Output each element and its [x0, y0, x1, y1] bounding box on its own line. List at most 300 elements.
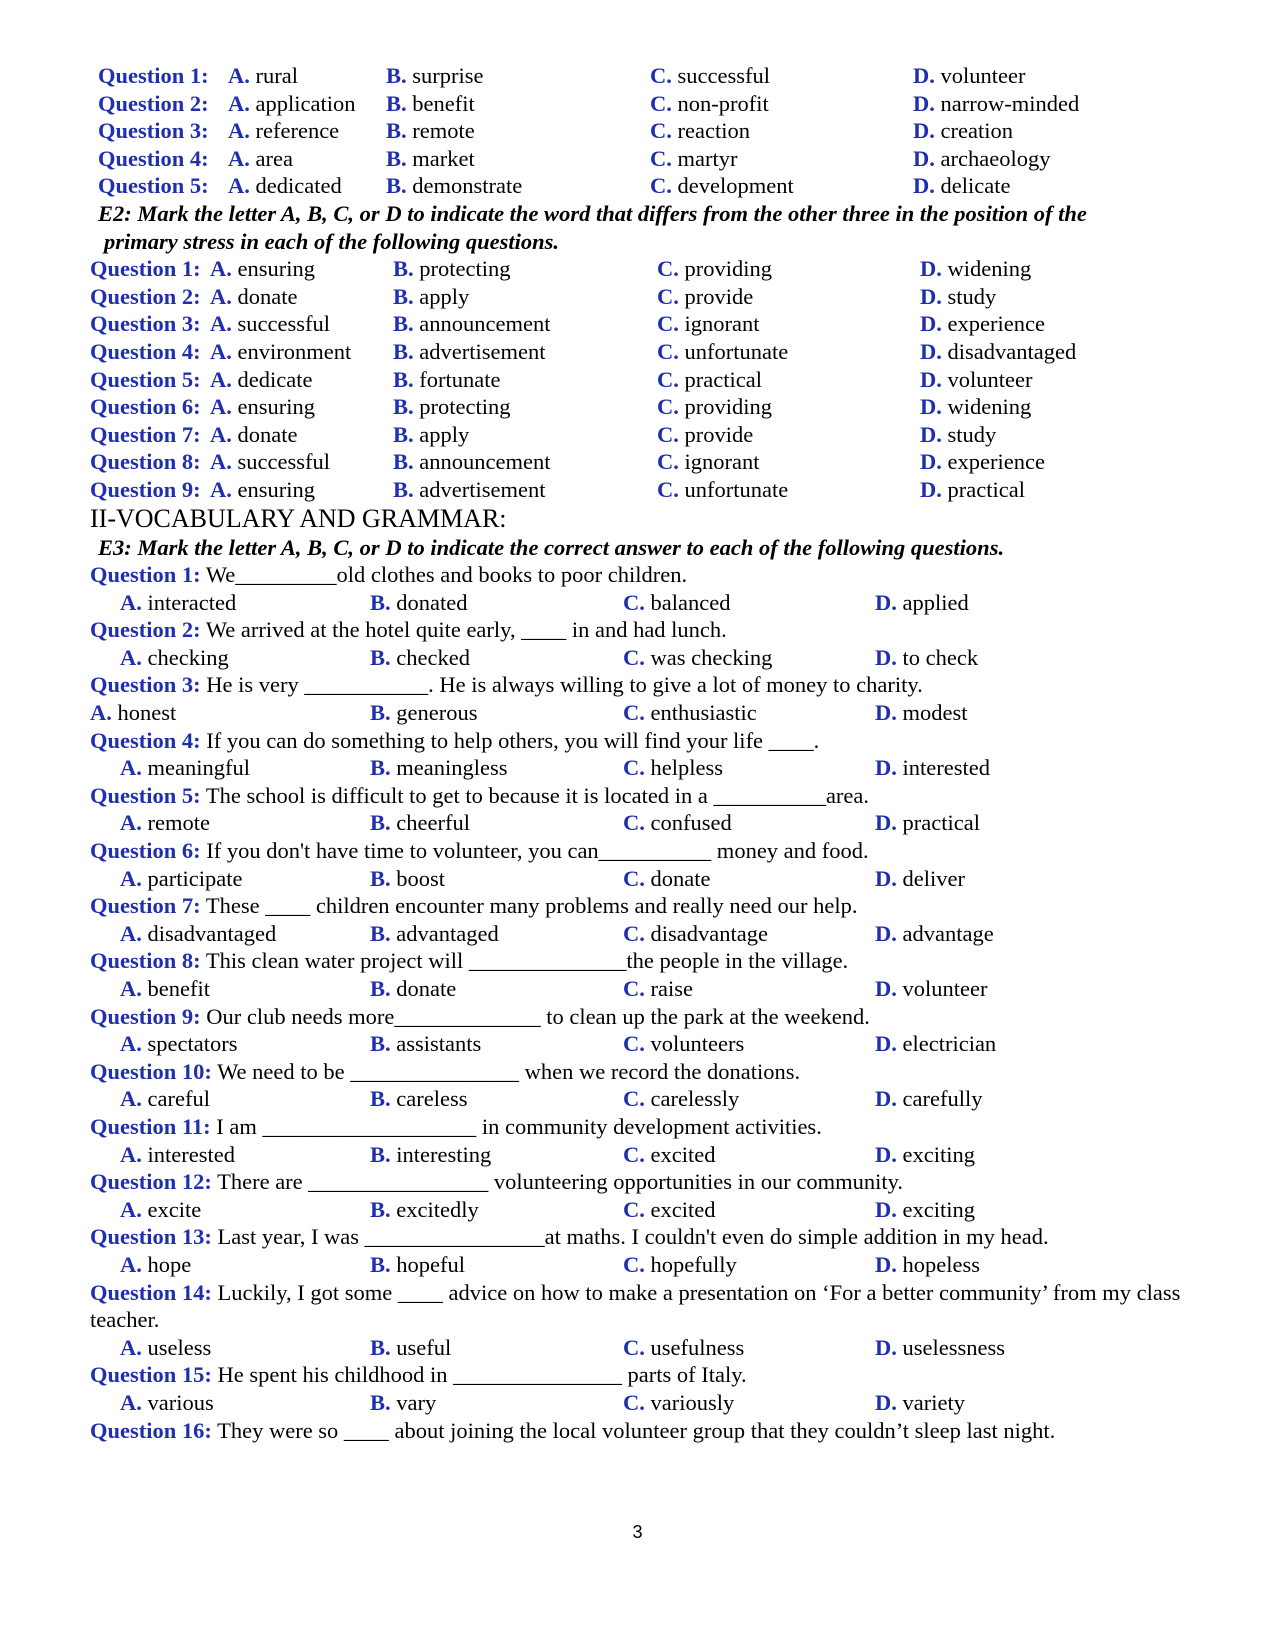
- option-a-text: ensuring: [237, 256, 315, 282]
- option-c-letter: C.: [623, 1196, 645, 1222]
- option-d-letter: D.: [875, 700, 897, 726]
- question-text: They were so ____ about joining the local volunteer group that they couldn’t sleep last night.: [211, 1417, 1056, 1443]
- option-b-letter: B.: [393, 449, 414, 475]
- option-a-text: environment: [237, 338, 352, 364]
- question-text: The school is difficult to get to because it is located in a __________area.: [200, 782, 870, 808]
- question-text: If you can do something to help others, you will find your life ____.: [200, 727, 820, 753]
- option-c-letter: C.: [657, 366, 679, 392]
- option-a-text: participate: [147, 865, 243, 891]
- option-a-letter: A.: [90, 700, 112, 726]
- option-b-letter: B.: [393, 283, 414, 309]
- e3-options-1: [90, 589, 1230, 617]
- e3-options-9: [90, 1030, 1230, 1058]
- option-d-text: exciting: [902, 1141, 975, 1167]
- option-c-letter: C.: [623, 644, 645, 670]
- option-b-letter: B.: [370, 755, 391, 781]
- option-c-text: donate: [650, 865, 711, 891]
- option-c-letter: C.: [623, 700, 645, 726]
- option-c-text: variously: [650, 1389, 735, 1415]
- option-d-text: hopeless: [902, 1251, 980, 1277]
- question-label: Question 8:: [90, 449, 201, 475]
- option-a-text: area: [255, 145, 293, 171]
- question-label: Question 5:: [90, 782, 201, 808]
- option-b-letter: B.: [370, 810, 391, 836]
- question-label: Question 1:: [90, 256, 201, 282]
- option-d-letter: D.: [920, 366, 942, 392]
- option-b-text: protecting: [419, 256, 511, 282]
- option-c-letter: C.: [650, 90, 672, 116]
- option-d-text: interested: [902, 755, 990, 781]
- option-a-letter: A.: [210, 283, 232, 309]
- question-label: Question 3:: [90, 672, 201, 698]
- e3-instruction: E3: Mark the letter A, B, C, or D to indicate the correct answer to each of the following questions.: [98, 534, 1005, 560]
- e3-question-7: [90, 892, 1230, 920]
- question-label: Question 8:: [90, 948, 201, 974]
- question-label: Question 5:: [90, 366, 201, 392]
- option-c-letter: C.: [623, 865, 645, 891]
- option-c-letter: C.: [623, 1086, 645, 1112]
- option-c-text: unfortunate: [684, 338, 789, 364]
- option-d-letter: D.: [920, 476, 942, 502]
- question-text: If you don't have time to volunteer, you can__________ money and food.: [200, 838, 869, 864]
- e1-question-5: [90, 172, 1230, 200]
- option-d-letter: D.: [875, 1334, 897, 1360]
- option-a-letter: A.: [228, 118, 250, 144]
- option-c-letter: C.: [657, 394, 679, 420]
- question-label: Question 11:: [90, 1113, 211, 1139]
- option-d-letter: D.: [875, 1196, 897, 1222]
- e3-options-15: [90, 1389, 1230, 1417]
- option-d-text: widening: [947, 394, 1032, 420]
- option-c-letter: C.: [623, 1141, 645, 1167]
- option-b-text: protecting: [419, 394, 511, 420]
- e3-options-3: [90, 699, 1230, 727]
- option-c-letter: C.: [623, 976, 645, 1001]
- question-label: Question 7:: [90, 421, 201, 447]
- option-c-letter: C.: [657, 421, 679, 447]
- e3-question-12: [90, 1168, 1230, 1196]
- question-text: Luckily, I got some ____ advice on how to make a presentation on ‘For a better community’ from my class teacher.: [90, 1279, 1181, 1333]
- question-text: There are ________________ volunteering opportunities in our community.: [211, 1169, 904, 1195]
- option-d-letter: D.: [920, 421, 942, 447]
- option-c-text: ignorant: [684, 449, 760, 475]
- option-a-letter: A.: [210, 338, 232, 364]
- option-b-letter: B.: [370, 644, 391, 670]
- option-a-text: ensuring: [237, 476, 315, 502]
- option-b-letter: B.: [370, 589, 391, 615]
- option-c-text: unfortunate: [684, 476, 789, 502]
- question-label: Question 2:: [90, 283, 201, 309]
- option-c-text: disadvantage: [650, 920, 768, 946]
- e3-question-11: [90, 1113, 1230, 1141]
- option-a-letter: A.: [228, 90, 250, 116]
- question-label: Question 7:: [90, 893, 201, 919]
- option-a-letter: A.: [120, 1196, 142, 1222]
- option-a-letter: A.: [120, 1086, 142, 1112]
- question-label: Question 3:: [90, 311, 201, 337]
- option-a-letter: A.: [210, 311, 232, 337]
- option-a-text: checking: [147, 644, 229, 670]
- option-d-letter: D.: [875, 589, 897, 615]
- option-d-text: advantage: [902, 920, 994, 946]
- page-number: 3: [632, 1522, 643, 1542]
- e2-question-5: [90, 366, 1230, 394]
- option-b-text: advertisement: [419, 338, 546, 364]
- option-a-letter: A.: [228, 145, 250, 171]
- e1-question-4: [90, 145, 1230, 173]
- option-b-text: advertisement: [419, 476, 546, 502]
- option-c-letter: C.: [657, 256, 679, 282]
- option-a-text: useless: [147, 1334, 212, 1360]
- option-d-text: volunteer: [902, 976, 988, 1001]
- option-b-text: benefit: [412, 90, 475, 116]
- option-a-text: various: [147, 1389, 214, 1415]
- option-b-letter: B.: [393, 421, 414, 447]
- question-text: He spent his childhood in _______________ parts of Italy.: [211, 1362, 747, 1388]
- option-b-letter: B.: [370, 920, 391, 946]
- option-c-letter: C.: [623, 755, 645, 781]
- question-text: These ____ children encounter many problems and really need our help.: [200, 893, 858, 919]
- option-c-letter: C.: [650, 118, 672, 144]
- e3-question-3: [90, 671, 1230, 699]
- option-a-text: interacted: [147, 589, 237, 615]
- e3-options-7: [90, 920, 1230, 948]
- option-c-letter: C.: [623, 1334, 645, 1360]
- option-a-letter: A.: [120, 589, 142, 615]
- option-b-letter: B.: [370, 1196, 391, 1222]
- section-heading: II-VOCABULARY AND GRAMMAR:: [90, 503, 507, 533]
- option-b-text: apply: [419, 421, 470, 447]
- question-text: We_________old clothes and books to poor children.: [200, 562, 688, 588]
- option-c-text: practical: [684, 366, 762, 392]
- option-c-letter: C.: [623, 1031, 645, 1057]
- option-a-letter: A.: [120, 644, 142, 670]
- option-b-letter: B.: [393, 366, 414, 392]
- option-c-text: confused: [650, 810, 732, 836]
- option-b-letter: B.: [393, 256, 414, 282]
- e2-question-1: [90, 255, 1230, 283]
- option-a-text: disadvantaged: [147, 920, 277, 946]
- option-b-text: donate: [396, 976, 457, 1001]
- e3-question-9: [90, 1003, 1230, 1031]
- e3-question-16: [90, 1417, 1230, 1445]
- option-b-letter: B.: [393, 311, 414, 337]
- option-b-letter: B.: [393, 476, 414, 502]
- option-b-letter: B.: [370, 1334, 391, 1360]
- option-b-text: vary: [396, 1389, 437, 1415]
- question-label: Question 2:: [98, 90, 209, 116]
- option-c-text: volunteers: [650, 1031, 745, 1057]
- option-c-letter: C.: [657, 449, 679, 475]
- option-c-letter: C.: [657, 338, 679, 364]
- e2-instruction: E2: Mark the letter A, B, C, or D to indicate the word that differs from the other three in the position of the: [98, 200, 1087, 226]
- option-c-text: balanced: [650, 589, 731, 615]
- e3-question-2: [90, 616, 1230, 644]
- question-label: Question 4:: [90, 338, 201, 364]
- option-a-letter: A.: [120, 976, 142, 1001]
- option-a-letter: A.: [120, 1031, 142, 1057]
- option-b-text: advantaged: [396, 920, 499, 946]
- option-d-text: archaeology: [940, 145, 1051, 171]
- option-c-text: excited: [650, 1141, 716, 1167]
- option-b-text: announcement: [419, 311, 551, 337]
- option-b-text: assistants: [396, 1031, 482, 1057]
- option-c-letter: C.: [657, 476, 679, 502]
- option-d-letter: D.: [913, 63, 935, 88]
- option-c-letter: C.: [650, 145, 672, 171]
- e3-options-4: [90, 754, 1230, 782]
- option-b-text: cheerful: [396, 810, 470, 836]
- e3-options-10: [90, 1085, 1230, 1113]
- option-a-text: careful: [147, 1086, 210, 1112]
- option-c-text: provide: [684, 283, 754, 309]
- option-b-text: donated: [396, 589, 468, 615]
- question-label: Question 6:: [90, 838, 201, 864]
- option-b-text: meaningless: [396, 755, 508, 781]
- option-c-letter: C.: [623, 589, 645, 615]
- option-b-text: announcement: [419, 449, 551, 475]
- option-c-text: ignorant: [684, 311, 760, 337]
- option-a-letter: A.: [120, 865, 142, 891]
- option-c-letter: C.: [623, 1389, 645, 1415]
- question-label: Question 14:: [90, 1279, 212, 1305]
- option-d-text: creation: [940, 118, 1013, 144]
- option-d-letter: D.: [875, 1031, 897, 1057]
- option-c-text: excited: [650, 1196, 716, 1222]
- option-c-text: providing: [684, 256, 772, 282]
- option-d-text: practical: [902, 810, 980, 836]
- question-text: Our club needs more_____________ to clean up the park at the weekend.: [200, 1003, 870, 1029]
- e3-question-1: [90, 561, 1230, 589]
- option-b-text: fortunate: [419, 366, 501, 392]
- e1-question-1: [90, 62, 1230, 90]
- e2-question-list: [90, 255, 1230, 503]
- option-b-letter: B.: [370, 1086, 391, 1112]
- option-c-letter: C.: [650, 63, 672, 88]
- option-a-letter: A.: [120, 810, 142, 836]
- question-label: Question 1:: [98, 63, 209, 88]
- e2-instruction-cont: primary stress in each of the following questions.: [104, 228, 560, 254]
- question-label: Question 9:: [90, 1003, 201, 1029]
- e3-question-4: [90, 727, 1230, 755]
- option-c-letter: C.: [650, 173, 672, 199]
- option-d-text: volunteer: [947, 366, 1033, 392]
- e1-question-list: [90, 62, 1230, 200]
- option-c-letter: C.: [623, 1251, 645, 1277]
- e3-options-14: [90, 1334, 1230, 1362]
- e3-options-2: [90, 644, 1230, 672]
- e3-options-5: [90, 809, 1230, 837]
- question-label: Question 1:: [90, 562, 201, 588]
- option-d-letter: D.: [920, 311, 942, 337]
- option-d-letter: D.: [875, 976, 897, 1001]
- e3-question-8: [90, 947, 1230, 975]
- option-b-letter: B.: [370, 1389, 391, 1415]
- option-b-letter: B.: [370, 976, 391, 1001]
- option-d-text: carefully: [902, 1086, 983, 1112]
- option-d-text: experience: [947, 449, 1045, 475]
- option-a-text: dedicate: [237, 366, 313, 392]
- option-c-text: carelessly: [650, 1086, 740, 1112]
- option-b-letter: B.: [386, 145, 407, 171]
- option-b-text: careless: [396, 1086, 468, 1112]
- e3-options-11: [90, 1141, 1230, 1169]
- option-d-letter: D.: [920, 394, 942, 420]
- option-d-text: variety: [902, 1389, 965, 1415]
- question-text: This clean water project will ______________the people in the village.: [200, 948, 849, 974]
- option-a-text: interested: [147, 1141, 235, 1167]
- option-d-letter: D.: [875, 1086, 897, 1112]
- e2-question-2: [90, 283, 1230, 311]
- e3-options-12: [90, 1196, 1230, 1224]
- option-a-text: excite: [147, 1196, 202, 1222]
- e2-question-9: [90, 476, 1230, 504]
- option-a-letter: A.: [228, 63, 250, 88]
- option-a-text: benefit: [147, 976, 210, 1001]
- option-b-text: apply: [419, 283, 470, 309]
- option-d-text: modest: [902, 700, 968, 726]
- option-b-letter: B.: [370, 1141, 391, 1167]
- e3-options-8: [90, 975, 1230, 1003]
- option-d-text: applied: [902, 589, 969, 615]
- option-d-letter: D.: [875, 920, 897, 946]
- question-text: We arrived at the hotel quite early, ____ in and had lunch.: [200, 617, 727, 643]
- option-c-text: successful: [677, 63, 770, 88]
- option-b-letter: B.: [370, 1031, 391, 1057]
- option-d-text: practical: [947, 476, 1025, 502]
- option-c-text: reaction: [677, 118, 750, 144]
- option-d-text: volunteer: [940, 63, 1026, 88]
- option-a-letter: A.: [120, 1389, 142, 1415]
- e3-question-5: [90, 782, 1230, 810]
- question-label: Question 4:: [90, 727, 201, 753]
- option-c-text: raise: [650, 976, 693, 1001]
- option-d-letter: D.: [875, 755, 897, 781]
- option-a-letter: A.: [228, 173, 250, 199]
- option-a-letter: A.: [120, 1334, 142, 1360]
- option-a-letter: A.: [120, 1251, 142, 1277]
- option-c-text: development: [677, 173, 794, 199]
- option-a-letter: A.: [210, 476, 232, 502]
- option-b-text: excitedly: [396, 1196, 479, 1222]
- question-label: Question 5:: [98, 173, 209, 199]
- option-b-letter: B.: [370, 700, 391, 726]
- option-d-letter: D.: [920, 338, 942, 364]
- option-b-text: interesting: [396, 1141, 492, 1167]
- e3-question-10: [90, 1058, 1230, 1086]
- e1-question-3: [90, 117, 1230, 145]
- option-b-text: surprise: [412, 63, 484, 88]
- option-b-text: useful: [396, 1334, 452, 1360]
- option-a-text: dedicated: [255, 173, 342, 199]
- question-label: Question 4:: [98, 145, 209, 171]
- option-d-letter: D.: [920, 449, 942, 475]
- option-b-letter: B.: [370, 1251, 391, 1277]
- option-b-letter: B.: [386, 118, 407, 144]
- option-c-text: providing: [684, 394, 772, 420]
- option-a-letter: A.: [210, 366, 232, 392]
- option-d-letter: D.: [913, 145, 935, 171]
- option-d-letter: D.: [875, 810, 897, 836]
- option-a-letter: A.: [210, 449, 232, 475]
- question-text: Last year, I was ________________at maths. I couldn't even do simple addition in my head.: [211, 1224, 1049, 1250]
- option-c-text: provide: [684, 421, 754, 447]
- option-b-text: hopeful: [396, 1251, 465, 1277]
- option-d-text: exciting: [902, 1196, 975, 1222]
- e1-question-2: [90, 90, 1230, 118]
- question-label: Question 9:: [90, 476, 201, 502]
- question-text: I am ___________________ in community development activities.: [210, 1113, 822, 1139]
- option-b-text: checked: [396, 644, 470, 670]
- e3-question-14: [90, 1279, 1230, 1334]
- option-c-text: non-profit: [677, 90, 769, 116]
- option-a-letter: A.: [120, 1141, 142, 1167]
- option-b-text: boost: [396, 865, 446, 891]
- option-d-letter: D.: [920, 283, 942, 309]
- option-c-text: helpless: [650, 755, 723, 781]
- option-c-letter: C.: [623, 810, 645, 836]
- question-label: Question 15:: [90, 1362, 212, 1388]
- option-d-text: study: [947, 283, 997, 309]
- e2-question-7: [90, 421, 1230, 449]
- question-label: Question 3:: [98, 118, 209, 144]
- option-b-letter: B.: [393, 338, 414, 364]
- option-a-text: donate: [237, 283, 298, 309]
- e2-question-4: [90, 338, 1230, 366]
- option-d-text: to check: [902, 644, 979, 670]
- e3-question-list: [90, 561, 1230, 1444]
- option-b-text: remote: [412, 118, 475, 144]
- e3-question-6: [90, 837, 1230, 865]
- option-a-letter: A.: [120, 755, 142, 781]
- option-d-letter: D.: [875, 1251, 897, 1277]
- option-b-letter: B.: [393, 394, 414, 420]
- e3-options-6: [90, 865, 1230, 893]
- option-d-letter: D.: [913, 173, 935, 199]
- option-d-letter: D.: [875, 865, 897, 891]
- option-d-text: electrician: [902, 1031, 997, 1057]
- option-d-text: widening: [947, 256, 1032, 282]
- option-d-text: disadvantaged: [947, 338, 1077, 364]
- e2-question-8: [90, 448, 1230, 476]
- option-d-text: narrow-minded: [940, 90, 1080, 116]
- question-label: Question 13:: [90, 1224, 212, 1250]
- option-c-text: hopefully: [650, 1251, 737, 1277]
- option-d-text: experience: [947, 311, 1045, 337]
- option-a-letter: A.: [120, 920, 142, 946]
- option-d-letter: D.: [875, 1141, 897, 1167]
- option-b-letter: B.: [370, 865, 391, 891]
- question-text: He is very ___________. He is always willing to give a lot of money to charity.: [200, 672, 923, 698]
- question-label: Question 12:: [90, 1169, 212, 1195]
- option-c-letter: C.: [657, 311, 679, 337]
- option-d-text: study: [947, 421, 997, 447]
- option-b-letter: B.: [386, 173, 407, 199]
- option-a-text: successful: [237, 449, 330, 475]
- option-b-text: generous: [396, 700, 478, 726]
- option-d-letter: D.: [913, 118, 935, 144]
- option-a-text: reference: [255, 118, 340, 144]
- e2-question-3: [90, 310, 1230, 338]
- option-a-letter: A.: [210, 394, 232, 420]
- option-a-text: successful: [237, 311, 330, 337]
- option-d-text: uselessness: [902, 1334, 1005, 1360]
- option-b-letter: B.: [386, 63, 407, 88]
- option-c-letter: C.: [657, 283, 679, 309]
- question-label: Question 16:: [90, 1417, 212, 1443]
- e3-options-13: [90, 1251, 1230, 1279]
- option-a-text: donate: [237, 421, 298, 447]
